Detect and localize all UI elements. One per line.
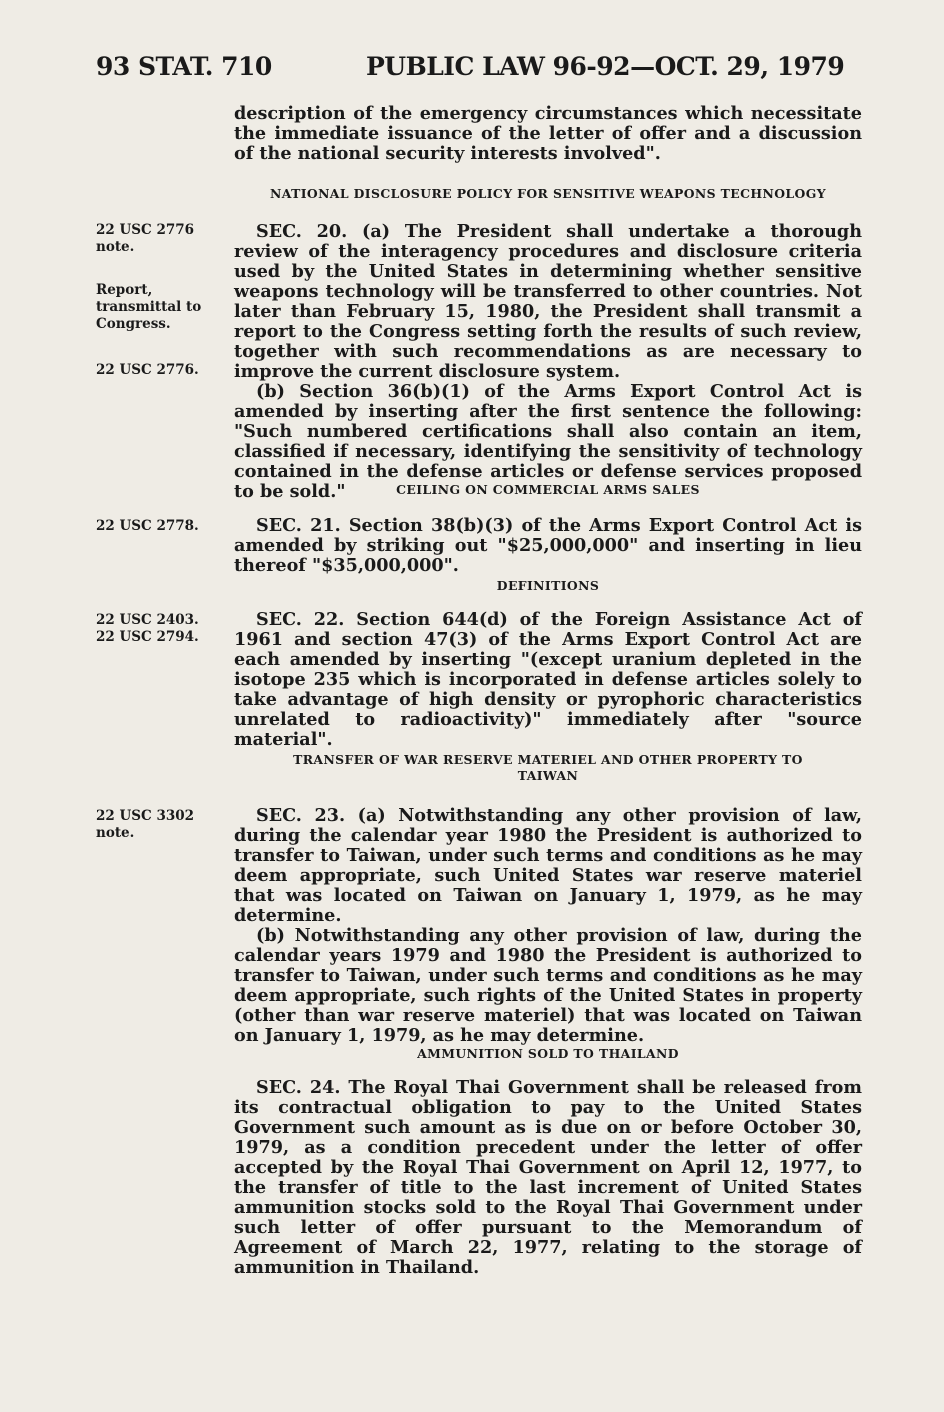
margin-note-cite: 22 USC 2778. [96, 518, 199, 534]
section-22-text: SEC. 22. Section 644(d) of the Foreign Assistance Act of 1961 and section 47(3) of the Arms Export Control Act are each amended by inserting "(except uranium depleted in the isotope 235 which is incorporated in defense articles solely to take advantage of high density or pyrophoric characteristics unrelated to radioactivity)" immediately after "source material". [234, 609, 862, 750]
heading-definitions: DEFINITIONS [496, 578, 600, 593]
section-20 [234, 222, 862, 502]
public-law-title: PUBLIC LAW 96-92—OCT. 29, 1979 [366, 52, 845, 81]
statute-page-number: 93 STAT. 710 [96, 52, 272, 81]
margin-note-sec23 [96, 808, 226, 842]
margin-note-line: Congress. [96, 316, 171, 332]
intro-text: description of the emergency circumstances which necessitate the immediate issuance of the letter of offer and a discussion of the national security interests involved". [234, 103, 862, 164]
section-24-text: SEC. 24. The Royal Thai Government shall be released from its contractual obligation to pay to the United States Government such amount as is due on or before October 30, 1979, as a condition precedent under the letter of offer accepted by the Royal Thai Government on April 12, 1977, to the transfer of title to the last increment of United States ammunition stocks sold to the Royal Thai Government under such letter of offer pursuant to the Memorandum of Agreement of March 22, 1977, relating to the storage of ammunition in Thailand. [234, 1077, 862, 1278]
section-23 [234, 806, 862, 1046]
section-20b-text: (b) Section 36(b)(1) of the Arms Export Control Act is amended by inserting after the first sentence the following: "Such numbered certifications shall also contain an item, classified if necessary, identifying the sensitivity of technology contained in the defense articles or defense services proposed to be sold." [234, 381, 862, 502]
section-23b-text: (b) Notwithstanding any other provision of law, during the calendar years 1979 and 1980 the President is authorized to transfer to Taiwan, under such terms and conditions as he may deem appropriate, such rights of the United States in property (other than war reserve materiel) that was located on Taiwan on January 1, 1979, as he may determine. [234, 925, 862, 1046]
margin-note-line: transmittal to [96, 299, 202, 315]
heading-ceiling-commercial-arms: CEILING ON COMMERCIAL ARMS SALES [396, 482, 700, 497]
heading-transfer-war-reserve [234, 752, 862, 784]
page-header [96, 52, 876, 92]
margin-note-sec20 [96, 222, 226, 256]
heading-line-1: TRANSFER OF WAR RESERVE MATERIEL AND OTHER PROPERTY TO [293, 752, 803, 767]
margin-note-cite: 22 USC 2776. [96, 362, 199, 378]
margin-note-sec20b [96, 362, 226, 379]
margin-note-cite-suffix: note. [96, 825, 135, 841]
heading-ammunition-thailand: AMMUNITION SOLD TO THAILAND [417, 1046, 679, 1061]
section-20a-text: SEC. 20. (a) The President shall undertake a thorough review of the interagency procedures and disclosure criteria used by the United States in determining whether sensitive weapons technology will be transferred to other countries. Not later than February 15, 1980, the President shall transmit a report to the Congress setting forth the results of such review, together with such recommendations as are necessary to improve the current disclosure system. [234, 221, 862, 382]
margin-note-report [96, 282, 226, 333]
margin-note-line: Report, [96, 282, 153, 298]
margin-note-sec22 [96, 612, 226, 646]
section-22 [234, 610, 862, 750]
section-21-text: SEC. 21. Section 38(b)(3) of the Arms Export Control Act is amended by striking out "$25,000,000" and inserting in lieu thereof "$35,000,000". [234, 515, 862, 576]
margin-note-cite: 22 USC 2794. [96, 629, 199, 645]
margin-note-cite-suffix: note. [96, 239, 135, 255]
margin-note-cite: 22 USC 3302 [96, 808, 195, 824]
margin-note-sec21 [96, 518, 226, 535]
section-21 [234, 516, 862, 576]
intro-paragraph [234, 104, 862, 164]
section-24 [234, 1078, 862, 1278]
margin-note-cite: 22 USC 2403. [96, 612, 199, 628]
margin-note-cite: 22 USC 2776 [96, 222, 195, 238]
section-23a-text: SEC. 23. (a) Notwithstanding any other provision of law, during the calendar year 1980 the President is authorized to transfer to Taiwan, under such terms and conditions as he may deem appropriate, such United States war reserve materiel that was located on Taiwan on January 1, 1979, as he may determine. [234, 805, 862, 926]
heading-line-2: TAIWAN [517, 768, 579, 783]
heading-disclosure-policy: NATIONAL DISCLOSURE POLICY FOR SENSITIVE WEAPONS TECHNOLOGY [270, 186, 826, 201]
